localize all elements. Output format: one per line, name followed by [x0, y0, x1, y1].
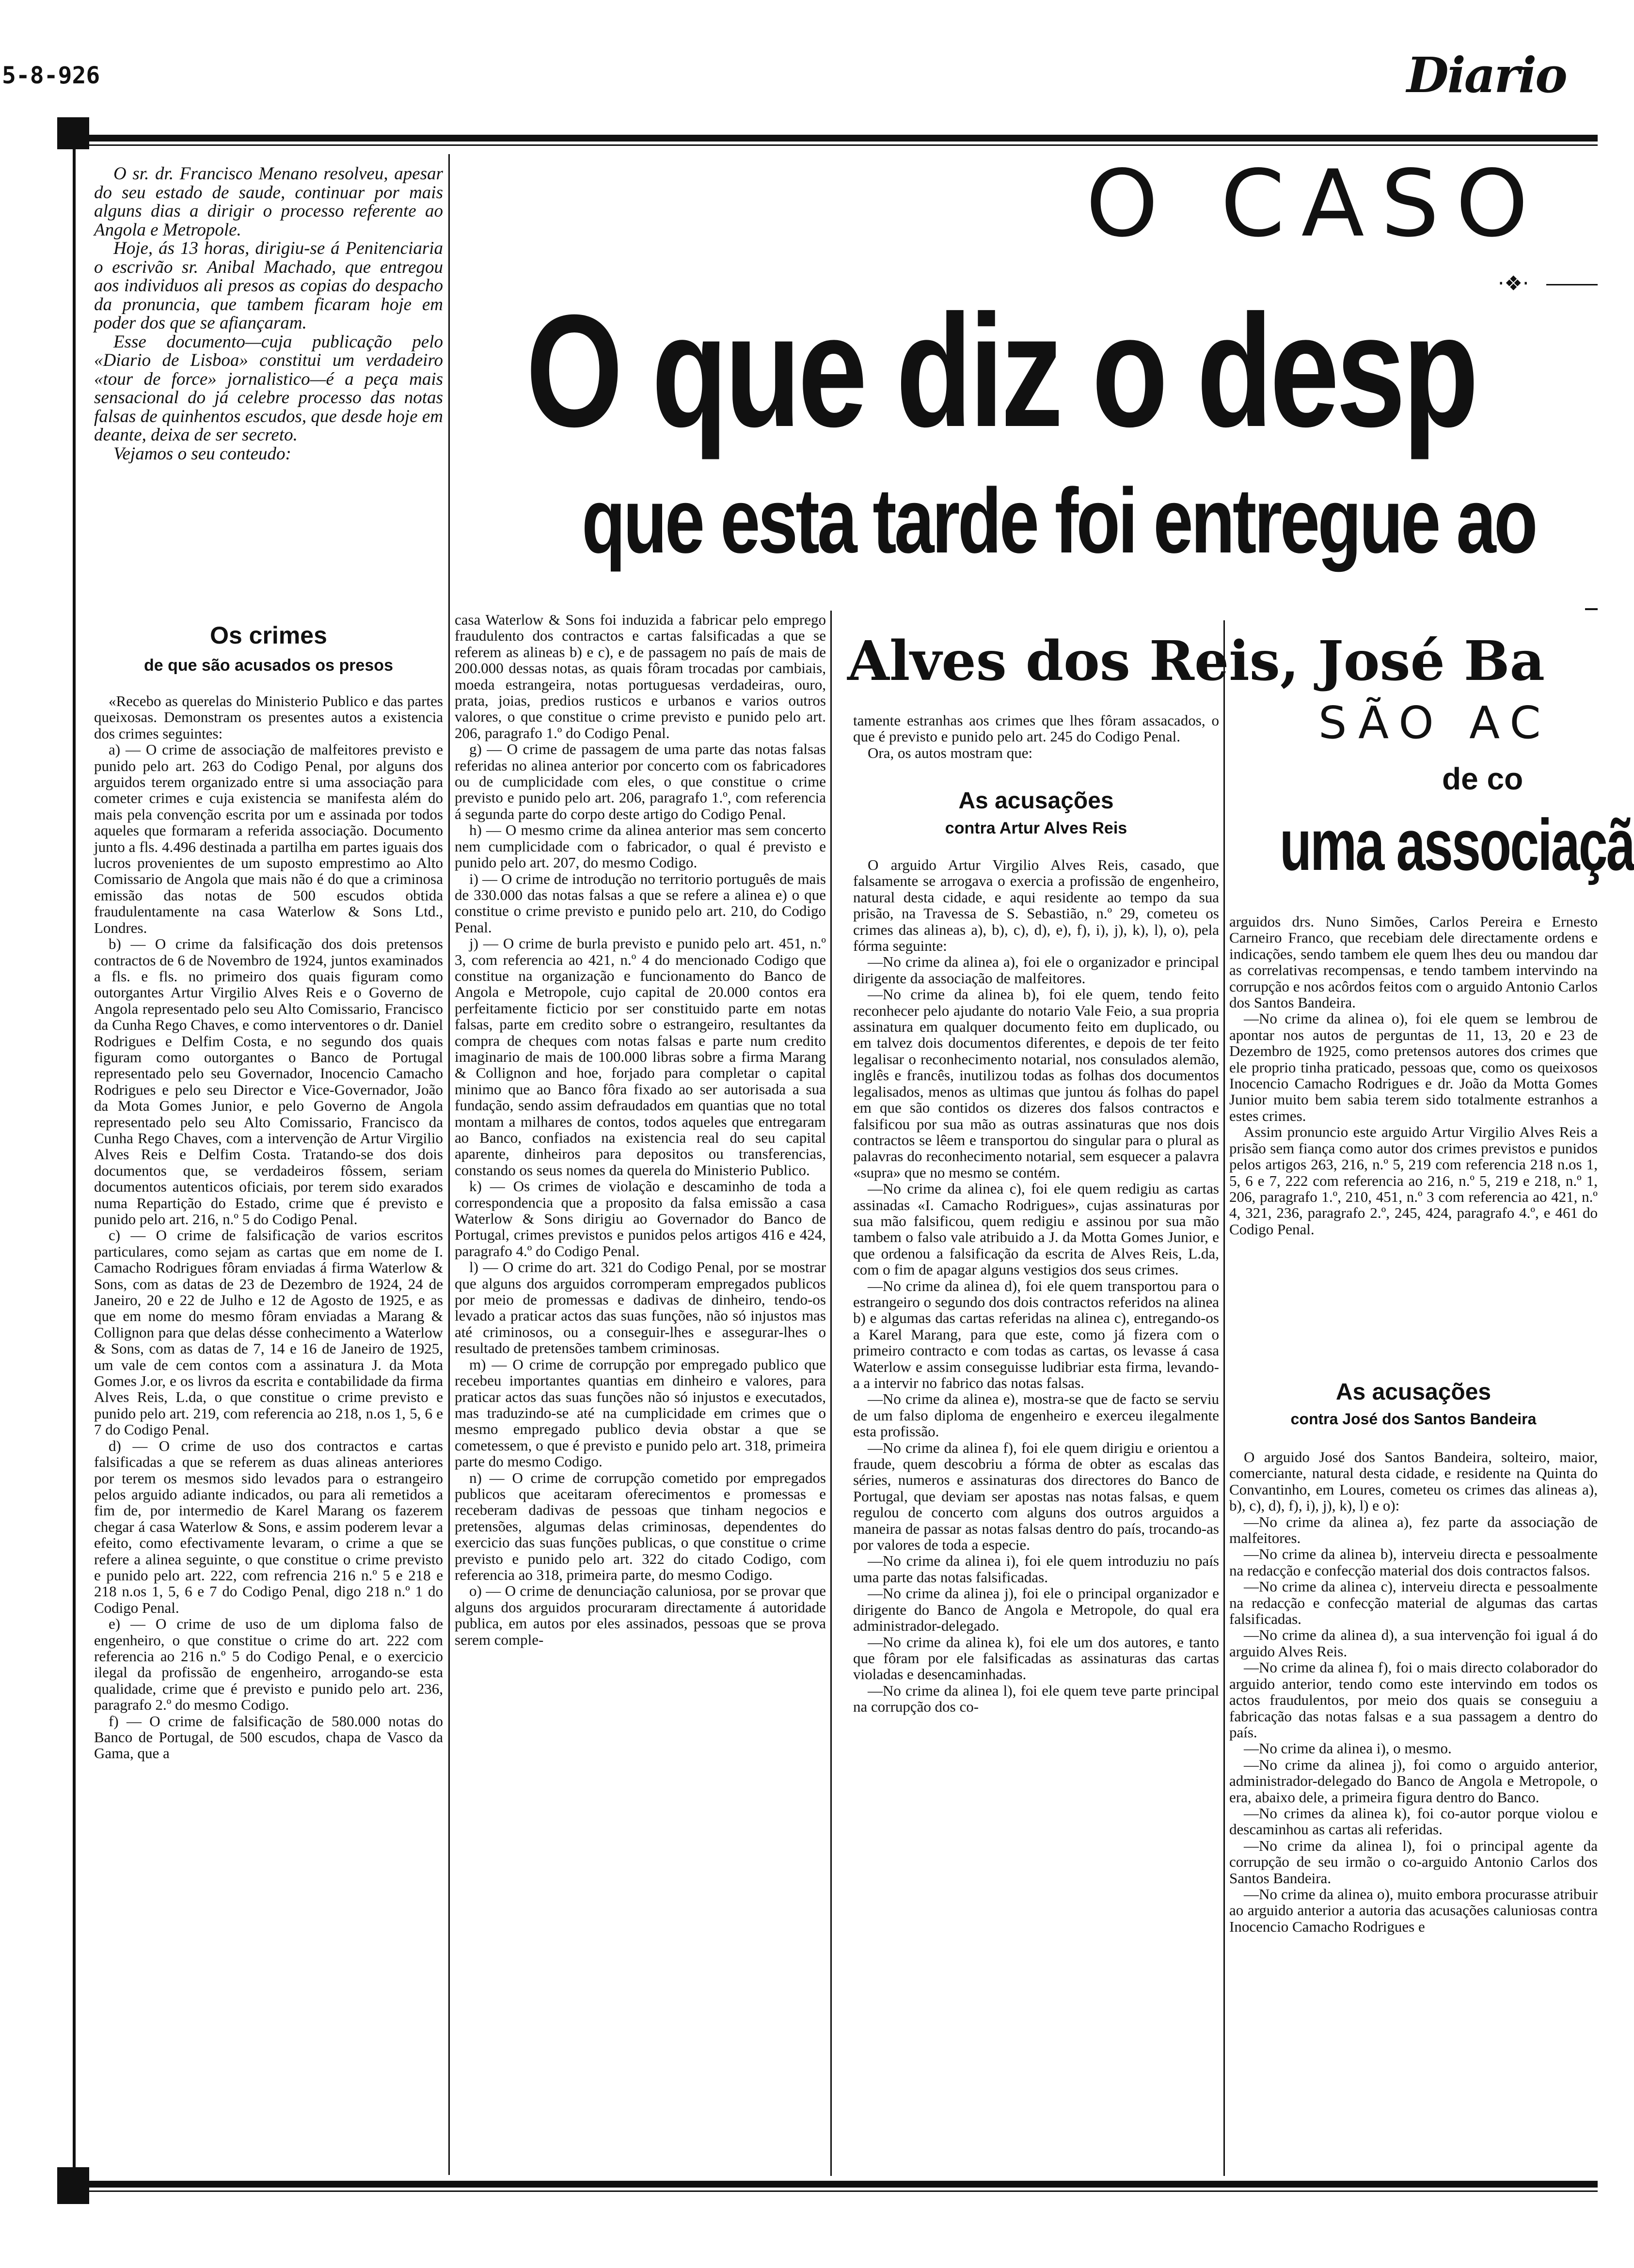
- corner-ornament-bottom: [57, 2167, 89, 2204]
- paragraph: —No crime da alinea i), foi ele quem introduziu no país uma parte das notas falsificadas.: [853, 1552, 1219, 1586]
- kicker-ornament: [1498, 271, 1529, 295]
- column-divider-2: [830, 611, 832, 2176]
- column-4: [1229, 1449, 1598, 2176]
- section-title-bandeira: [1229, 1379, 1598, 1428]
- bottom-rule: [89, 2181, 1598, 2188]
- paragraph: —No crime da alinea b), interveiu directa e pessoalmente na redacção e confecção material dos dois contractos falsos.: [1229, 1545, 1598, 1579]
- paragraph: d) — O crime de uso dos contractos e cartas falsificadas a que se referem as duas alineas anteriores por terem os mesmos sido levados para o estrangeiro pelos arguido adiante indicados, ou para ali remetidos a fim de, por intermedio de Karel Marang os fazerem chegar á casa Waterlow & Sons, e assim poderem levar a efeito, como efectivamente levaram, o crime a que se refere a alinea seguinte, o que constitue o crime previsto e punido pelo art. 222, com refrencia 216 n.º 5 e 218 e 218 n.os 1, 5, 6 e 7 do Codigo Penal, digo 218 n.º 1 do Codigo Penal.: [94, 1437, 443, 1616]
- paragraph: Ora, os autos mostram que:: [868, 744, 1033, 761]
- headline-accused: SÃO AC: [1318, 697, 1552, 749]
- paragraph: «Recebo as querelas do Ministerio Publico e das partes queixosas. Demonstram os presentes autos a existencia dos crimes seguintes:: [94, 693, 443, 742]
- paragraph: Assim pronuncio este arguido Artur Virgilio Alves Reis a prisão sem fiança como autor dos crimes previstos e punidos pelos artigos 263, 216, n.º 5, 219 com referencia 218 n.os 1, 5, 6 e 7, 222 com referencia ao 216, n.º 5, 219 e 218, n.º 1, 206, paragrafo 1.º, 210, 451, n.º 3 com referencia ao 421, n.º 4, 321, 236, paragrafo 2.º, 245, 424, paragrafo 4.º, e 461 do Codigo Penal.: [1229, 1123, 1598, 1238]
- paragraph: j) — O crime de burla previsto e punido pelo art. 451, n.º 3, com referencia ao 421, n.º 4 do mencionado Codigo que constitue na organização e funcionamento do Banco de Angola e Metropole, cujo capital de 20.000 contos era perfeitamente ficticio por ser constituido parte em notas falsas, parte em credito sobre o estrangeiro, resultantes da compra de cheques com notas falsas e parte num credito imaginario de mais de 100.000 libras sobre a firma Marang & Collignon and hoe, forjado para completar o capital minimo que ao Banco fôra fixado ao ser autorisada a sua fundação, sendo assim defraudados em quantias que no total montam a milhares de contos, todos aqueles que entregaram ao Banco, confiados na existencia real do seu capital aparente, dinheiros para depositos ou transferencias, constando os seus nomes da querela do Ministerio Publico.: [455, 935, 826, 1179]
- column-3: [853, 857, 1219, 2176]
- section-title: As acusações: [1335, 1379, 1491, 1405]
- column-divider-3: [1223, 620, 1225, 2176]
- paragraph: —No crime da alinea b), foi ele quem, tendo feito reconhecer pelo ajudante do notario Vale Feio, a sua propria assinatura em qualquer documento feito em duplicado, ou em talvez dois documentos diferentes, e depois de ter feito legalisar o reconhecimento notarial, nos consulados alemão, inglês e francês, inutilizou todas as folhas dos documentos legalisados, menos as ultimas que juntou ás folhas do papel em que são contidos os dizeres dos falsos contractos e falsificou por sua mão as outras assinaturas que nos dois contractos se lêem e transportou do singular para o plural as palavras do reconhecimento notarial, sem esquecer a palavra «supra» que no mesmo se contém.: [853, 986, 1219, 1181]
- section-subtitle: de que são acusados os presos: [144, 656, 393, 675]
- corner-ornament-top: [57, 117, 89, 149]
- headline-assoc: uma associaçã: [1280, 804, 1634, 885]
- masthead: Diario: [1407, 47, 1566, 104]
- bottom-rule-thin: [89, 2190, 1598, 2192]
- intro-paragraph: Hoje, ás 13 horas, dirigiu-se á Penitenciaria o escrivão sr. Anibal Machado, que entregou aos individuos ali presos as copias do despacho da pronuncia, que tambem ficaram hoje em poder dos que se afiançaram.: [94, 238, 443, 333]
- paragraph: —No crime da alinea a), foi ele o organizador e principal dirigente da associação de malfeitores.: [853, 953, 1219, 987]
- paragraph: —No crime da alinea d), a sua intervenção foi igual á do arguido Alves Reis.: [1229, 1626, 1598, 1660]
- issue-date: 5-8-926: [2, 62, 100, 89]
- section-title: Os crimes: [210, 622, 327, 649]
- paragraph: —No crime da alinea j), foi ele o principal organizador e dirigente do Banco de Angola e Metropole, do qual era administrador-delegado.: [853, 1585, 1219, 1635]
- paragraph: b) — O crime da falsificação dos dois pretensos contractos de 6 de Novembro de 1924, juntos examinados a fls. e fls. no primeiro dos quais figuram como outorgantes Artur Virgilio Alves Reis e o Governo de Angola representado pelo seu Alto Comissario, Francisco da Cunha Rego Chaves, e como interventores o dr. Daniel Rodrigues e Delfim Costa, e no segundo dos quais figuram como outorgantes o Banco de Portugal representado pelo seu Governador, Inocencio Camacho Rodrigues e pelo seu Director e Vice-Governador, João da Mota Gomes Junior, e pelo Governo de Angola representado pelo seu Alto Comissario, Francisco da Cunha Rego Chaves, com a intervenção de Artur Virgilio Alves Reis e Delfim Costa. Tratando-se dos dois documentos que, se verdadeiros fôssem, seriam documentos autenticos oficiais, por terem sido exarados numa Repartição do Estado, crime que é previsto e punido pelo art. 216, n.º 5 do Codigo Penal.: [94, 935, 443, 1228]
- kicker-rule: [1546, 284, 1598, 285]
- paragraph: —No crime da alinea c), foi ele quem redigiu as cartas assinadas «I. Camacho Rodrigues», cujas assinaturas por sua mão falsificou, quem redigiu e assinou por sua mão tambem o falso vale atribuido a J. da Motta Gomes Junior, e que ordenou a falsificação da escrita de Alves Reis, L.da, com o fim de apagar alguns vestigios dos seus crimes.: [853, 1180, 1219, 1278]
- ornament-icon: ·❖·: [1498, 271, 1529, 295]
- paragraph: k) — Os crimes de violação e descaminho de toda a correspondencia que a proposito da falsa emissão a casa Waterlow & Sons dirigiu ao Governador do Banco de Portugal, crimes previstos e punidos pelos artigos 416 e 424, paragrafo 4.º do Codigo Penal.: [455, 1178, 826, 1260]
- paragraph: e) — O crime de uso de um diploma falso de engenheiro, o que constitue o crime do art. 222 com referencia ao 216 n.º 5 do Codigo Penal, e o exercicio ilegal da profissão de engenheiro, arrogando-se esta qualidade, crime que é previsto e punido pelo art. 236, paragrafo 2.º do mesmo Codigo.: [94, 1615, 443, 1714]
- intro-paragraph: O sr. dr. Francisco Menano resolveu, apesar do seu estado de saude, continuar por mais alguns dias a dirigir o processo referente ao Angola e Metropole.: [94, 164, 443, 240]
- paragraph: —No crime da alinea o), muito embora procurasse atribuir ao arguido anterior a autoria das acusações caluniosas contra Inocencio Camacho Rodrigues e: [1229, 1885, 1598, 1935]
- paragraph: n) — O crime de corrupção cometido por empregados publicos que aceitaram oferecimentos e promessas e receberam dadivas de pessoas que tinham negocios e pretensões, algumas delas criminosas, dependentes do exercicio das suas funções publicas, o que constitue o crime previsto e punido pelo art. 322 do citado Codigo, com referencia ao 318, primeira parte, do mesmo Codigo.: [455, 1469, 826, 1583]
- headline-sub: que esta tarde foi entregue ao: [582, 470, 1536, 572]
- top-rule: [89, 135, 1598, 142]
- paragraph: —No crime da alinea l), foi o principal agente da corrupção de seu irmão o co-arguido Antonio Carlos dos Santos Bandeira.: [1229, 1837, 1598, 1887]
- paragraph: —No crime da alinea e), mostra-se que de facto se serviu de um falso diploma de engenheiro e exerceu ilegalmente esta profissão.: [853, 1390, 1219, 1440]
- top-rule-thin: [89, 144, 1598, 146]
- paragraph: g) — O crime de passagem de uma parte das notas falsas referidas no alinea anterior por concerto com os fabricadores ou de cumplicidade com eles, o que constitue o crime previsto e punido pelo art. 206, paragrafo 1.º, com referencia á segunda parte do corpo deste artigo do Codigo Penal.: [455, 740, 826, 822]
- paragraph: —No crime da alinea a), fez parte da associação de malfeitores.: [1229, 1513, 1598, 1547]
- column-4-top: [1229, 914, 1598, 1371]
- paragraph: —No crime da alinea f), foi o mais directo colaborador do arguido anterior, tendo como este intervindo em todos os actos fraudulentos, por meio dos quais se conseguiu a fabricação das notas falsas e a sua passagem a dentro do país.: [1229, 1659, 1598, 1741]
- paragraph: —No crime da alinea j), foi como o arguido anterior, administrador-delegado do Banco de Angola e Metropole, o era, abaixo dele, a primeira figura dentro do Banco.: [1229, 1756, 1598, 1806]
- left-rule: [73, 145, 76, 2171]
- section-title: As acusações: [958, 788, 1114, 814]
- section-subtitle: contra Artur Alves Reis: [945, 819, 1127, 837]
- section-title-crimes: [94, 621, 443, 675]
- paragraph: O arguido Artur Virgilio Alves Reis, casado, que falsamente se arrogava o exercia a profissão de engenheiro, natural desta cidade, e aqui residente ao tempo da sua prisão, na Travessa de S. Sebastião, n.º 29, cometeu os crimes das alineas a), b), c), d), e), f), i), j), k), l), o), pela fórma seguinte:: [853, 856, 1219, 955]
- paragraph: —No crimes da alinea k), foi co-autor porque violou e descaminhou as cartas ali referidas.: [1229, 1804, 1598, 1838]
- section-subtitle: contra José dos Santos Bandeira: [1290, 1410, 1537, 1428]
- paragraph: —No crime da alinea o), foi ele quem se lembrou de apontar nos autos de perguntas de 11, 13, 20 e 23 de Dezembro de 1925, como pretensos autores dos crimes que ele proprio tinha praticado, pessoas que, como os queixosos Inocencio Camacho Rodrigues e dr. João da Motta Gomes Junior muito bem sabia terem sido totalmente estranhos a estes crimes.: [1229, 1010, 1598, 1124]
- paragraph: i) — O crime de introdução no territorio português de mais de 330.000 das notas falsas a que se refere a alinea e) o que constitue o crime previsto e punido pelo art. 210, do Codigo Penal.: [455, 870, 826, 936]
- column-1: [94, 693, 443, 2176]
- paragraph: —No crime da alinea i), o mesmo.: [1244, 1740, 1452, 1757]
- paragraph: O arguido José dos Santos Bandeira, solteiro, maior, comerciante, natural desta cidade, e residente na Quinta do Convantinho, em Loures, cometeu os crimes das alineas a), b), c), d), f), i), j), k), l) e o):: [1229, 1449, 1598, 1514]
- headline-main: O que diz o desp: [526, 281, 1476, 460]
- paragraph: —No crime da alinea c), interveiu directa e pessoalmente na redacção e confecção material de algumas das cartas falsificadas.: [1229, 1578, 1598, 1628]
- paragraph: casa Waterlow & Sons foi induzida a fabricar pelo emprego fraudulento dos contractos e cartas falsificadas a que se referem as alineas b) e c), e de passagem no país de mais de 200.000 dessas notas, as quais fôram trocadas por cambiais, moeda estrangeira, notas portuguesas verdadeiras, ouro, prata, joias, predios rusticos e urbanos e varios outros valores, o que constitue o crime previsto e punido pelo art. 206, paragrafo 1.º do Codigo Penal.: [455, 611, 826, 741]
- headline-names: Alves dos Reis, José Ba: [847, 630, 1545, 693]
- paragraph: —No crime da alinea k), foi ele um dos autores, e tanto que fôram por ele falsificadas as assinaturas das cartas violadas e desencaminhadas.: [853, 1633, 1219, 1683]
- paragraph: a) — O crime de associação de malfeitores previsto e punido pelo art. 263 do Codigo Penal, por alguns dos arguidos terem organizado entre si uma associação para cometer crimes e cuja existencia se manifesta além do mais pela convenção escrita por um e assinada por todos aqueles que formaram a referida associação. Documento junto a fls. 4.496 destinada a partilha em partes iguais dos lucros provenientes de um suposto emprestimo ao Alto Comissario de Angola que mais não é do que a criminosa emissão das notas de 500 escudos obtida fraudulentamente na casa Waterlow & Sons Ltd., Londres.: [94, 741, 443, 936]
- paragraph: c) — O crime de falsificação de varios escritos particulares, como sejam as cartas que em nome de I. Camacho Rodrigues fôram enviadas á firma Waterlow & Sons, com as datas de 23 de Dezembro de 1924, 24 de Janeiro, 20 e 22 de Julho e 12 de Agosto de 1925, e as que em nome do mesmo fôram enviadas a Marang & Collignon para que delas désse conhecimento a Waterlow & Sons, com as datas de 7, 14 e 16 de Janeiro de 1925, um vale de cem contos com a assinatura J. da Mota Gomes J.or, e os livros da escrita e contabilidade da firma Alves Reis, L.da, o que constitue o crime previsto e punido pelo art. 219, com referencia ao 218, n.os 1, 5, 6 e 7 do Codigo Penal.: [94, 1227, 443, 1438]
- column-divider-1: [448, 154, 450, 2175]
- paragraph: m) — O crime de corrupção por empregado publico que recebeu importantes quantias em dinheiro e valores, para praticar actos das suas funções não só injustos e executados, mas traduzindo-se até na cumplicidade em crimes que o mesmo empregado publico devia obstar a que se cometessem, o que é previsto e punido pelo art. 318, primeira parte do mesmo Codigo.: [455, 1355, 826, 1470]
- section-title-alves-reis: [853, 788, 1219, 838]
- paragraph: h) — O mesmo crime da alinea anterior mas sem concerto nem cumplicidade com o fabricador, o qual é previsto e punido pelo art. 207, do mesmo Codigo.: [455, 821, 826, 871]
- paragraph: arguidos drs. Nuno Simões, Carlos Pereira e Ernesto Carneiro Franco, que recebiam dele directamente ordens e indicações, sendo tambem ele quem lhes deu ou mandou dar as correlativas recompensas, e tendo tambem intervindo na corrupção e nos acôrdos feitos com o arguido Antonio Carlos dos Santos Bandeira.: [1229, 913, 1598, 1011]
- intro-paragraph: Vejamos o seu conteudo:: [113, 443, 291, 464]
- headline-deck: de co: [1442, 761, 1523, 796]
- paragraph: o) — O crime de denunciação caluniosa, por se provar que alguns dos arguidos procuraram directamente á autoridade publica, em autos por eles assinados, pessoas que se prova serem comple-: [455, 1582, 826, 1648]
- intro-paragraph: Esse documento—cuja publicação pelo «Diario de Lisboa» constitui um verdadeiro «tour de force» jornalistico—é a peça mais sensacional do já celebre processo das notas falsas de quinhentos escudos, que desde hoje em deante, deixa de ser secreto.: [94, 331, 443, 445]
- column-2: [455, 612, 826, 2176]
- column-3-top: [853, 712, 1219, 785]
- paragraph: tamente estranhas aos crimes que lhes fôram assacados, o que é previsto e punido pelo art. 245 do Codigo Penal.: [853, 712, 1219, 745]
- headline-kicker: O CASO: [1086, 150, 1545, 257]
- paragraph: —No crime da alinea d), foi ele quem transportou para o estrangeiro o segundo dos dois contractos referidos na alinea b) e algumas das cartas referidas na alinea c), entregando-os a Karel Marang, para que este, como já fizera com o primeiro contracto e com todas as cartas, os levasse á casa Waterlow e assim conseguisse ludibriar esta firma, levando-a a intervir no fabrico das notas falsas.: [853, 1277, 1219, 1391]
- intro-text: [94, 165, 443, 615]
- sub-rule: [1585, 608, 1598, 610]
- paragraph: —No crime da alinea f), foi ele quem dirigiu e orientou a fraude, quem descobriu a fórma de obter as escalas das séries, numeros e assinaturas dos directores do Banco de Portugal, que deviam ser apostas nas notas falsas, e quem regulou de concerto com alguns dos outros arguidos a maneira de passar as notas falsas dentro do país, trocando-as por valores de toda a especie.: [853, 1439, 1219, 1554]
- paragraph: —No crime da alinea l), foi ele quem teve parte principal na corrupção dos co-: [853, 1682, 1219, 1716]
- paragraph: f) — O crime de falsificação de 580.000 notas do Banco de Portugal, de 500 escudos, chapa de Vasco da Gama, que a: [94, 1712, 443, 1762]
- paragraph: l) — O crime do art. 321 do Codigo Penal, por se mostrar que alguns dos arguidos corromperam empregados publicos por meio de promessas e dadivas de dinheiro, tendo-os levado a praticar actos das suas funções, não só injustos mas até criminosos, ou a conseguir-lhes e assegurar-lhes o resultado de pretensões tambem criminosas.: [455, 1259, 826, 1357]
